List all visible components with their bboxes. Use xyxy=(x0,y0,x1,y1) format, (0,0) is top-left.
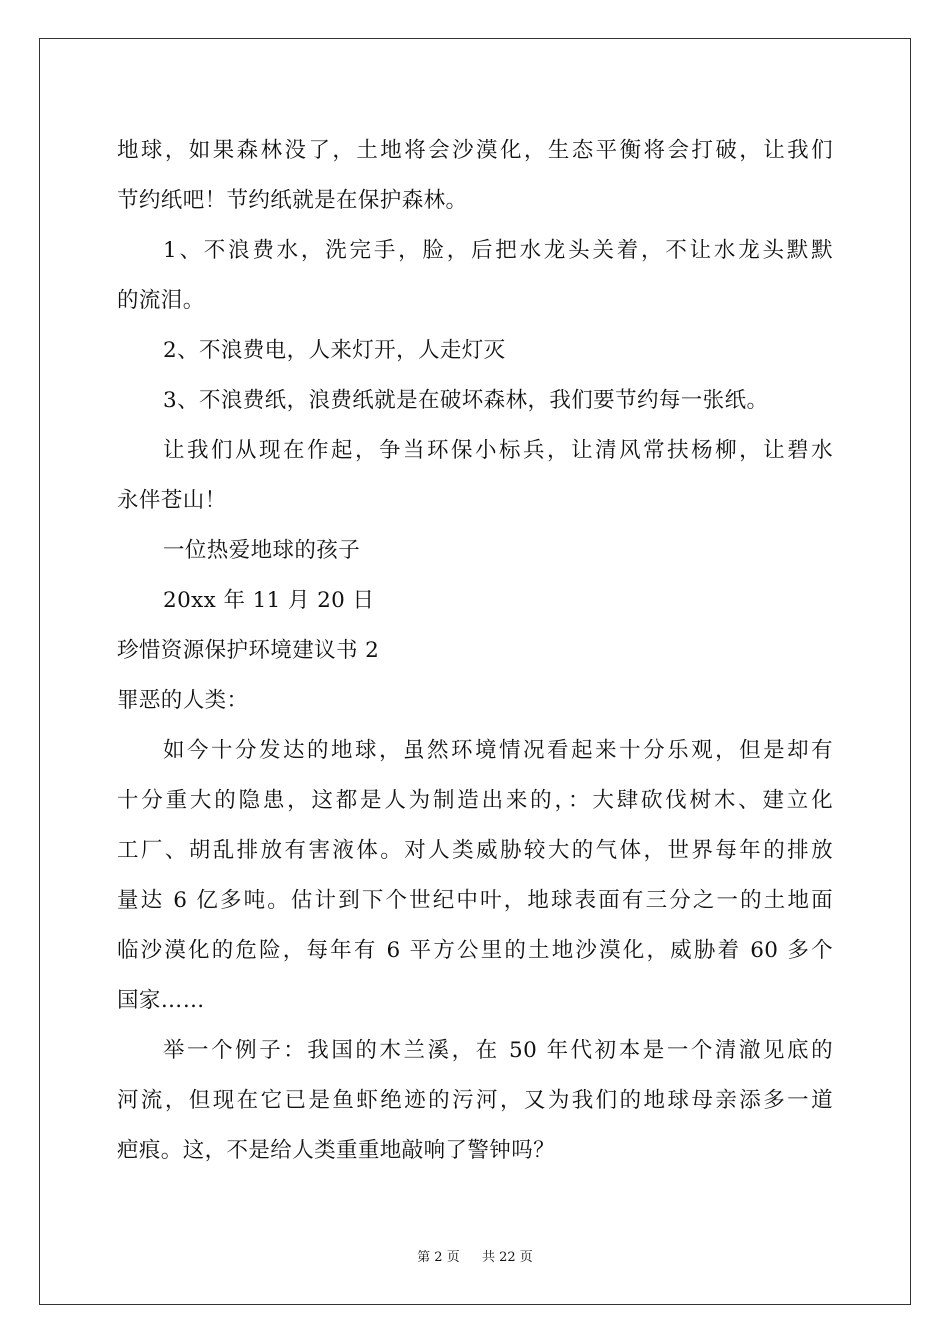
list-item-line: 2、不浪费电，人来灯开，人走灯灭 xyxy=(163,338,506,363)
list-item-line: 1、不浪费水，洗完手，脸，后把水龙头关着，不让水龙头默默 xyxy=(163,238,833,263)
paragraph-line: 永伴苍山！ xyxy=(117,488,227,513)
paragraph-line: 疤痕。这，不是给人类重重地敲响了警钟吗？ xyxy=(117,1138,556,1163)
paragraph-line: 节约纸吧！节约纸就是在保护森林。 xyxy=(117,188,468,213)
page-footer xyxy=(0,1246,950,1265)
paragraph-line: 国家…… xyxy=(117,988,205,1013)
signature-line: 一位热爱地球的孩子 xyxy=(163,538,361,563)
salutation: 罪恶的人类： xyxy=(117,688,249,713)
paragraph-line: 工厂、胡乱排放有害液体。对人类威胁较大的气体，世界每年的排放 xyxy=(117,838,833,863)
paragraph-line: 量达 6 亿多吨。估计到下个世纪中叶，地球表面有三分之一的土地面 xyxy=(117,888,833,913)
section-title: 珍惜资源保护环境建议书 2 xyxy=(117,638,380,663)
paragraph-line: 临沙漠化的危险，每年有 6 平方公里的土地沙漠化，威胁着 60 多个 xyxy=(117,938,833,963)
total-pages: 共 22 页 xyxy=(482,1250,533,1265)
paragraph-line: 如今十分发达的地球，虽然环境情况看起来十分乐观，但是却有 xyxy=(163,738,833,763)
paragraph-line: 让我们从现在作起，争当环保小标兵，让清风常扶杨柳，让碧水 xyxy=(163,438,833,463)
page-number: 第 2 页 xyxy=(417,1250,460,1265)
paragraph-line: 河流，但现在它已是鱼虾绝迹的污河，又为我们的地球母亲添多一道 xyxy=(117,1088,833,1113)
paragraph-line: 地球，如果森林没了，土地将会沙漠化，生态平衡将会打破，让我们 xyxy=(117,138,833,163)
paragraph-line: 举一个例子：我国的木兰溪，在 50 年代初本是一个清澈见底的 xyxy=(163,1038,833,1063)
paragraph-line: 十分重大的隐患，这都是人为制造出来的，：大肆砍伐树木、建立化 xyxy=(117,788,833,813)
list-item-line: 的流泪。 xyxy=(117,288,205,313)
list-item-line: 3、不浪费纸，浪费纸就是在破坏森林，我们要节约每一张纸。 xyxy=(163,388,769,413)
date-line: 20xx 年 11 月 20 日 xyxy=(163,588,375,613)
